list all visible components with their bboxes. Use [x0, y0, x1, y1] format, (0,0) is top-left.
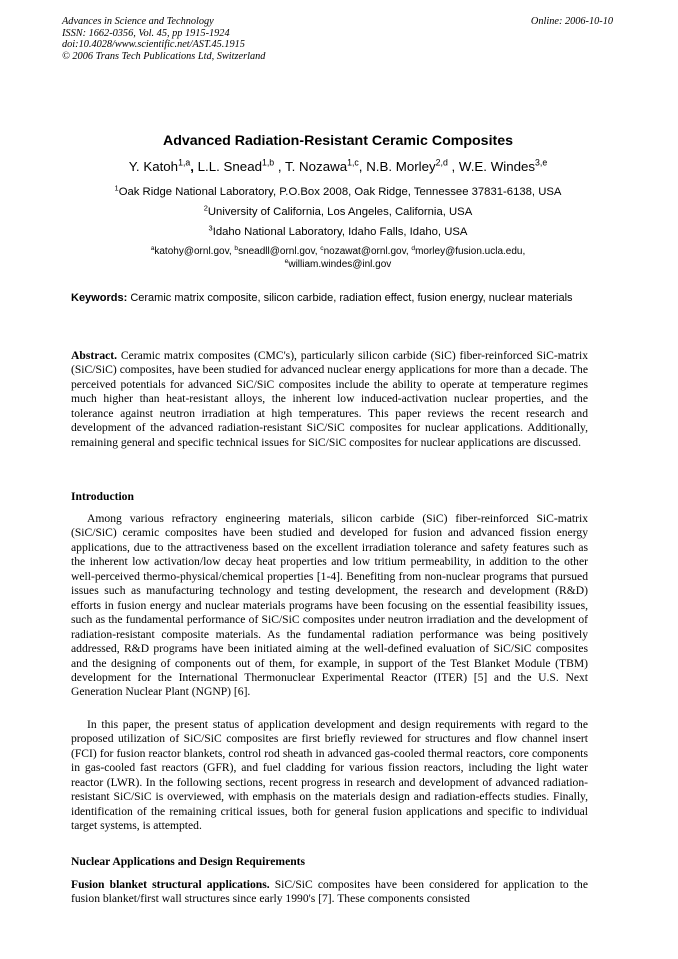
intro-paragraph-1: Among various refractory engineering materials, silicon carbide (SiC) fiber-reinforced SiC-matrix (SiC/SiC) ceramic composites have been studied and developed for fusion and advanced fission energy applications, due to the attractiveness based on the excellent irradiation tolerance and safety features such as the inherent low activation/low decay heat properties and low tritium permeability, in addition to the other well-perceived thermo-physical/chemical properties [1-4]. Benefiting from non-nuclear programs that pursued issues such as manufacturing technology and testing development, the research and development (R&D) efforts in fusion energy and nuclear materials programs have been focusing on the essential feasibility issues, such as the fundamental performance of SiC/SiC composites under neutron irradiation and the development of radiation-resistant composite materials. As the fundamental radiation performance was being positively addressed, R&D programs have been initiated aiming at the well-defined evaluation of SiC/SiC composites and the designing of components out of them, for example, in support of the Test Blanket Module (TBM) development for the International Thermonuclear Experimental Reactor (ITER) [5] and the U.S. Next Generation Nuclear Plant (NGNP) [6].	[71, 512, 588, 699]
author-emails: $^a$katohy@ornl.gov, $^b$sneadll@ornl.gov, $^c$nozawat@ornl.gov, $^d$morley@fusion.ucla.edu, $^e$william.windes@inl.gov	[150, 245, 526, 270]
author-name: Y. Katoh	[128, 159, 179, 174]
author-affil-sup: 3,e	[535, 157, 548, 168]
author-affil-sup: 1,c	[347, 157, 359, 168]
keywords-label: Keywords:	[71, 292, 128, 304]
section-heading-introduction: Introduction	[71, 490, 134, 503]
fusion-paragraph	[71, 878, 588, 907]
affiliation-line: $^3$Idaho National Laboratory, Idaho Falls, Idaho, USA	[208, 223, 468, 238]
author-affil-sup: 1,a	[178, 157, 191, 168]
email-link[interactable]: katohy@ornl.gov,	[154, 246, 235, 257]
journal-header	[62, 16, 265, 62]
author-affil-sup: 2,d	[435, 157, 448, 168]
author-name: W.E. Windes	[458, 159, 536, 174]
journal-copyright: © 2006 Trans Tech Publications Ltd, Switzerland	[62, 50, 266, 62]
paper-title: Advanced Radiation-Resistant Ceramic Composites	[162, 133, 514, 149]
abstract	[71, 349, 588, 450]
author-affil-sup: 1,b	[261, 157, 275, 168]
author-name: T. Nozawa	[285, 159, 348, 174]
email-link[interactable]: william.windes@inl.gov	[288, 258, 392, 270]
affiliation-line: $^2$University of California, Los Angeles, California, USA	[203, 203, 473, 218]
email-link[interactable]: sneadll@ornl.gov,	[238, 246, 321, 257]
author-list: Y. Katoh$^{1,a}$, L.L. Snead$^{1,b}$ , T. Nozawa$^{1,c}$, N.B. Morley$^{2,d}$ , W.E. Windes$^{3,e}$	[128, 157, 548, 174]
abstract-text: Ceramic matrix composites (CMC's), particularly silicon carbide (SiC) fiber-reinforced SiC-matrix (SiC/SiC) composites, have been studied for advanced nuclear energy applications for more than a decade. The perceived potentials for advanced SiC/SiC composites include the ability to operate at temperature regimes much higher than heat-resistant alloys, the inherent low induced-activation nuclear properties, and the tolerance against neutron irradiation at high temperatures. This paper reviews the recent research and development of the advanced radiation-resistant SiC/SiC composites for nuclear applications. Additionally, remaining general and specific technical issues for SiC/SiC composites for nuclear applications are discussed.	[71, 349, 588, 449]
author-name: N.B. Morley	[366, 159, 436, 174]
journal-issn: ISSN: 1662-0356, Vol. 45, pp 1915-1924	[62, 27, 230, 39]
journal-name: Advances in Science and Technology	[62, 16, 214, 27]
fusion-text: SiC/SiC composites have been considered for application to the fusion blanket/first wall structures since early 1990's [7]. These components consisted	[71, 878, 588, 906]
online-date: Online: 2006-10-10	[530, 16, 613, 27]
abstract-label: Abstract.	[71, 349, 118, 362]
affiliation-line: $^1$Oak Ridge National Laboratory, P.O.Box 2008, Oak Ridge, Tennessee 37831-6138, USA	[114, 183, 562, 198]
fusion-lead: Fusion blanket structural applications.	[71, 878, 270, 891]
keywords	[71, 292, 588, 306]
section-heading-nuclear: Nuclear Applications and Design Requirements	[71, 855, 306, 868]
intro-paragraph-2: In this paper, the present status of application development and design requirements with regard to the proposed utilization of SiC/SiC composites are first briefly reviewed for structures and flow channel insert (FCI) for fusion reactor blankets, control rod sheath in advanced gas-cooled thermal reactors, core components in gas-cooled fast reactors (GFR), and fuel cladding for various fission reactors, including the light water reactor (LWR). In the following sections, recent progress in research and development of advanced radiation-resistant SiC/SiC is overviewed, with emphasis on the materials design and radiation-effects studies. Finally, identification of the remaining critical issues, both for general fusion applications and specific to individual target systems, is attempted.	[71, 718, 588, 833]
email-link[interactable]: nozawat@ornl.gov,	[323, 246, 412, 257]
journal-doi: doi:10.4028/www.scientific.net/AST.45.1915	[62, 39, 245, 51]
email-link[interactable]: morley@fusion.ucla.edu,	[415, 246, 526, 257]
author-name: L.L. Snead	[197, 159, 262, 174]
keywords-text: Ceramic matrix composite, silicon carbide, radiation effect, fusion energy, nuclear materials	[130, 292, 573, 304]
